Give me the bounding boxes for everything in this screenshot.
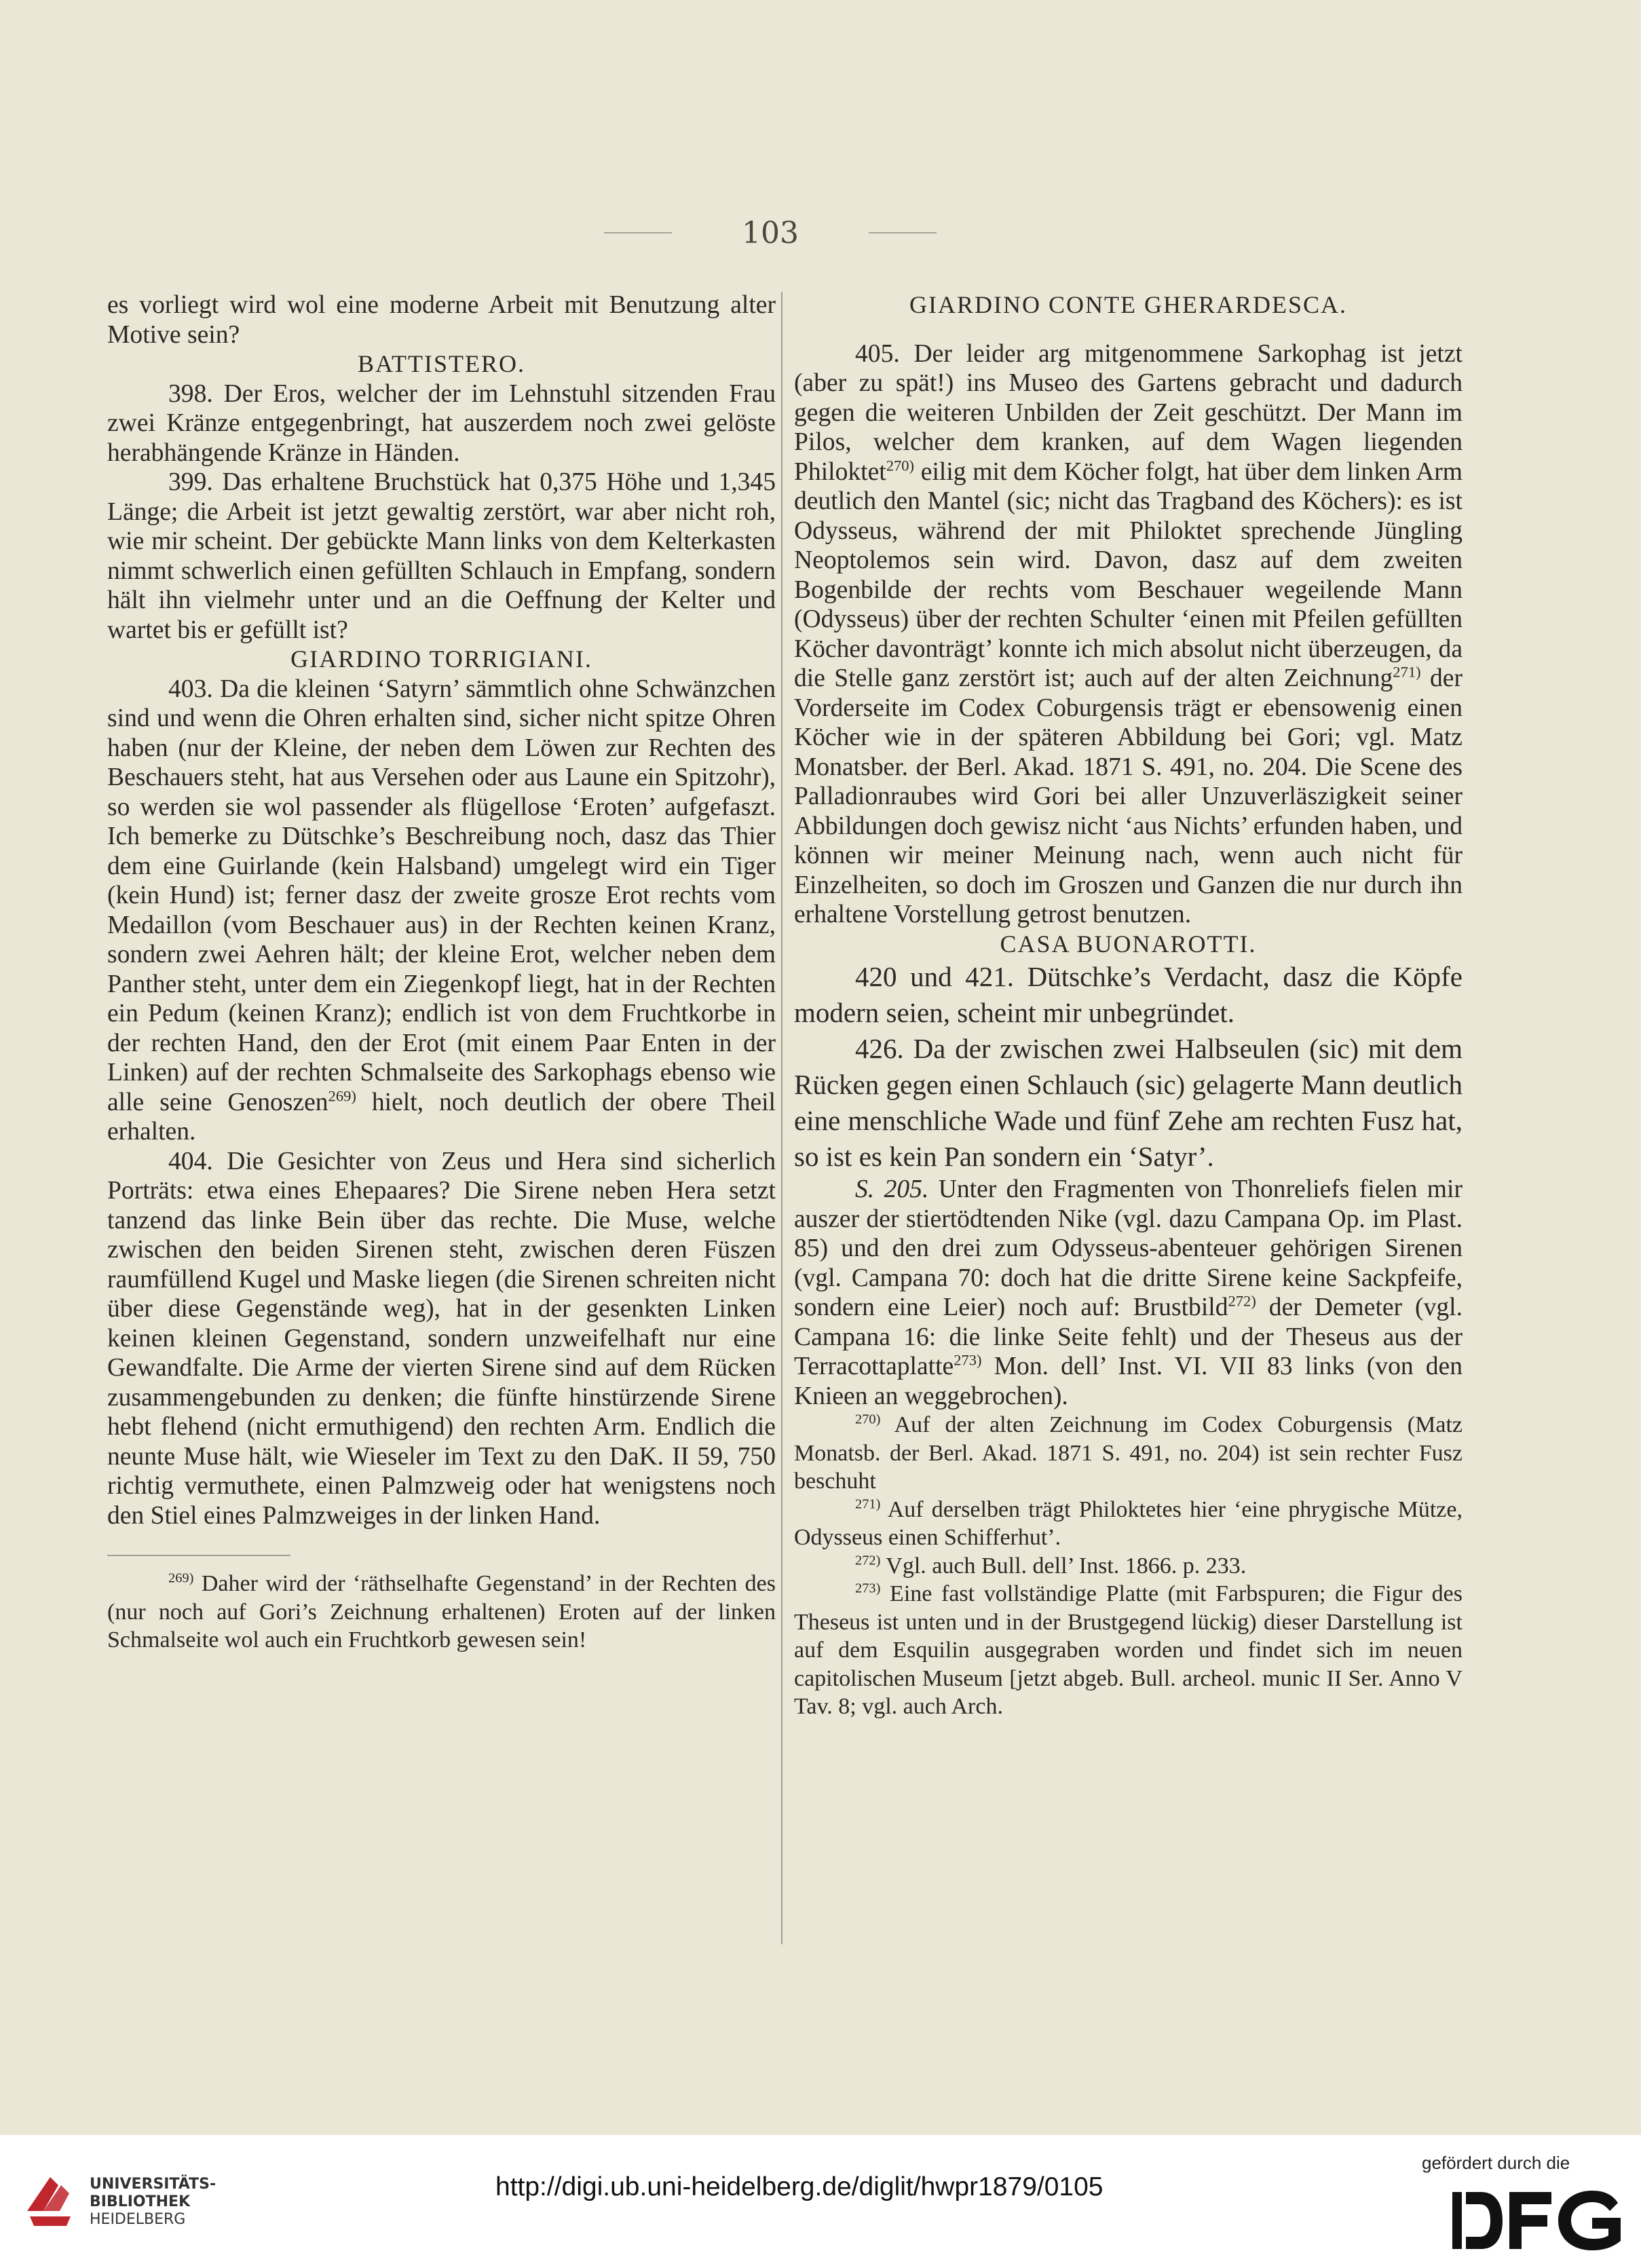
viewer-footer (0, 2135, 1641, 2268)
paragraph-399: 399. Das erhaltene Bruchstück hat 0,375 Höhe und 1,345 Länge; die Arbeit ist jetzt gewaltig zerstört, war aber nicht roh, wie mir scheint. Der gebückte Mann links von dem Kelterkasten nimmt schwerlich einen gefüllten Schlauch in Empfang, sondern hält ihn vielmehr unter und an die Oeffnung der Kelter und wartet bis er gefüllt ist? (107, 468, 776, 644)
paragraph-405 (794, 339, 1463, 930)
page-number: 103 (679, 216, 862, 250)
footnote-271 (794, 1496, 1463, 1552)
footnote-ref-269: 269) (328, 1086, 356, 1104)
paragraph-426: 426. Da der zwischen zwei Halbseulen (sic) mit dem Rücken gegen einen Schlauch (sic) gelagerte Mann deutlich eine menschliche Wade und fünf Zehe am rechten Fusz hat, so ist es kein Pan sondern ein ‘Satyr’. (794, 1033, 1463, 1172)
footnote-ref-270: 270) (886, 456, 915, 474)
heading-battistero: BATTISTERO. (358, 350, 525, 377)
footnote-270 (794, 1411, 1463, 1496)
footnote-273-text: Eine fast vollständige Platte (mit Farbspuren; die Figur des Theseus ist unten und in der Brustgegend lückig) dieser Darstellung ist auf dem Esquilin ausgegraben worden und findet sich im neuen capitolischen Museum [jetzt abgeb. Bull. archeol. munic II Ser. Anno V Tav. 8; vgl. auch Arch. (794, 1581, 1463, 1719)
footnote-ref-271: 271) (1393, 663, 1421, 681)
column-divider (781, 292, 782, 1944)
footnote-number-273: 273) (855, 1581, 881, 1596)
paragraph-s205 (794, 1175, 1463, 1411)
footnote-number-271: 271) (855, 1496, 881, 1512)
footnote-272 (794, 1552, 1463, 1581)
paragraph-420-421: 420 und 421. Dütschke’s Verdacht, dasz die Köpfe modern seien, scheint mir unbegründet. (794, 961, 1463, 1028)
paragraph-398: 398. Der Eros, welcher der im Lehnstuhl sitzenden Frau zwei Kränze entgegenbringt, hat auszerdem noch zwei gelöste herabhängende Kränze in Händen. (107, 379, 776, 467)
footnote-ref-272: 272) (1228, 1292, 1256, 1310)
paragraph-405-text-a: 405. Der leider arg mitgenommene Sarkophag ist jetzt (aber zu spät!) ins Museo des Gartens gebracht und dadurch gegen die weiteren Unbilden der Zeit geschützt. Der Mann im Pilos, welcher dem kranken, auf dem Wagen liegenden Philoktet (794, 339, 1463, 486)
footnote-271-text: Auf derselben trägt Philoktetes hier ‘eine phrygische Mütze, Odysseus einen Schifferhut’. (794, 1496, 1463, 1550)
paragraph-s205-text-b: der Demeter (vgl. Campana 16: die linke Seite fehlt) und der Theseus aus der Terracottaplatte (794, 1293, 1463, 1380)
paragraph-s205-text-c: Mon. dell’ Inst. VI. VII 83 links (von den Knieen an weggebrochen). (794, 1353, 1463, 1410)
paragraph-s205-text-a: Unter den Fragmenten von Thonreliefs fielen mir auszer der stiertödtenden Nike (vgl. dazu Campana Op. im Plast. 85) und den drei zum Odysseus-abenteuer gehörigen Sirenen (vgl. Campana 70: doch hat die dritte Sirene keine Sackpfeife, sondern eine Leier) noch auf: Brustbild (794, 1175, 1463, 1321)
paragraph-403-text-a: 403. Da die kleinen ‘Satyrn’ sämmtlich ohne Schwänzchen sind und wenn die Ohren erhalten sind, sicher nicht spitze Ohren haben (nur der Kleine, der neben dem Löwen zur Rechten des Beschauers steht, hat aus Versehen oder aus Laune ein Spitzohr), so werden sie wol passender als flügellose ‘Eroten’ aufgefaszt. Ich bemerke zu Dütschke’s Beschreibung noch, dasz das Thier dem eine Guirlande (kein Halsband) umgelegt wird ein Tiger (kein Hund) ist; ferner dasz der zweite grosze Erot rechts vom Medaillon (vom Beschauer aus) in der Rechten keinen Kranz, sondern zwei Aehren hält; der kleine Erot, welcher neben dem Panther steht, unter dem ein Ziegenkopf liegt, hat in der Rechten ein Pedum (keinen Kranz); endlich ist von dem Fruchtkorbe in der rechten Hand, den der Erot (mit einem Paar Enten in der Linken) auf der rechten Schmalseite des Sarkophags ebenso wie alle seine Genoszen (107, 675, 776, 1116)
left-column (107, 290, 776, 1655)
heading-casa-buonarotti: CASA BUONAROTTI. (1000, 930, 1257, 958)
footnote-number-272: 272) (855, 1553, 881, 1568)
funded-by-label: gefördert durch die (1422, 2153, 1570, 2173)
library-name-line-1: UNIVERSITÄTS- (90, 2176, 216, 2193)
paragraph-405-text-c: der Vorderseite im Codex Coburgensis trägt er ebensowenig einen Köcher wie in der späteren Abbildung bei Gori; vgl. Matz Monatsber. der Berl. Akad. 1871 S. 491, no. 204. Die Scene des Palladionraubes wird Gori bei aller Unzuverläszigkeit seiner Abbildungen doch gewisz nicht ‘aus Nichts’ erfunden haben, und können wir meiner Meinung nach, wenn auch nicht für Einzelheiten, so doch im Groszen und Ganzen die nur durch ihn erhaltene Vorstellung getrost benutzen. (794, 664, 1463, 928)
footnote-269-text: Daher wird der ‘räthselhafte Gegenstand’ in der Rechten des (nur noch auf Gori’s Zeichnung erhaltenen) Eroten auf der linken Schmalseite wol auch ein Fruchtkorb gewesen sein! (107, 1571, 776, 1652)
heading-giardino-torrigiani: GIARDINO TORRIGIANI. (290, 645, 592, 673)
university-library-logo-icon[interactable] (23, 2172, 80, 2231)
page-reference-s205: S. 205. (855, 1175, 929, 1203)
footnote-divider (107, 1555, 290, 1556)
footnote-269 (107, 1570, 776, 1655)
paragraph-405-text-b: eilig mit dem Köcher folgt, hat über dem linken Arm deutlich den Mantel (sic; nicht das Tragband des Köchers): es ist Odysseus, während der mit Philoktet sprechende Jüngling Neoptolemos sein wird. Davon, dasz auf dem zweiten Bogenbilde der rechts vom Beschauer wegeilende Mann (Odysseus) über der rechten Schulter ‘einen mit Pfeilen gefüllten Köcher davonträgt’ konnte ich mich absolut nicht überzeugen, da die Stelle ganz zerstört ist; auch auf der alten Zeichnung (794, 457, 1463, 692)
footnote-number-270: 270) (855, 1412, 881, 1427)
permalink-url[interactable]: http://digi.ub.uni-heidelberg.de/diglit/hwpr1879/0105 (495, 2172, 1104, 2201)
footnote-273 (794, 1580, 1463, 1721)
library-name-line-3: HEIDELBERG (90, 2211, 186, 2228)
footnote-272-text: Vgl. auch Bull. dell’ Inst. 1866. p. 233. (880, 1553, 1247, 1579)
footnote-number-269: 269) (168, 1570, 194, 1586)
university-library-name[interactable] (90, 2176, 216, 2229)
footnote-270-text: Auf der alten Zeichnung im Codex Coburgensis (Matz Monatsb. der Berl. Akad. 1871 S. 491, no. 204) ist sein rechter Fusz beschuht (794, 1412, 1463, 1494)
library-name-line-2: BIBLIOTHEK (90, 2193, 191, 2210)
heading-giardino-conte-gherardesca: GIARDINO CONTE GHERARDESCA. (909, 291, 1347, 318)
right-column (794, 290, 1463, 1721)
dfg-logo-icon[interactable] (1452, 2189, 1622, 2252)
paragraph-404: 404. Die Gesichter von Zeus und Hera sind sicherlich Porträts: etwa eines Ehepaares? Die Sirene neben Hera setzt tanzend das linke Bein über das rechte. Die Muse, welche zwischen den beiden Sirenen steht, zwischen deren Füszen raumfüllend Kugel und Maske liegen (die Sirenen schreiten nicht über diese Gegenstände weg), hat in der gesenkten Linken keinen kleinen Gegenstand, sondern unzweifelhaft nur eine Gewandfalte. Die Arme der vierten Sirene sind auf dem Rücken zusammengebunden zu denken; die fünfte hinstürzende Sirene hebt flehend (nicht ermuthigend) den rechten Arm. Endlich die neunte Muse hält, wie Wieseler im Text zu den DaK. II 59, 750 richtig vermuthete, einen Palmzweig oder hat wenigstens noch den Stiel eines Palmzweiges in der linken Hand. (107, 1147, 776, 1530)
intro-paragraph: es vorliegt wird wol eine moderne Arbeit mit Benutzung alter Motive sein? (107, 291, 776, 349)
footnote-ref-273: 273) (954, 1351, 982, 1369)
paragraph-403 (107, 675, 776, 1147)
paragraph-403-text-b: hielt, noch deutlich der obere Theil erhalten. (107, 1088, 776, 1146)
